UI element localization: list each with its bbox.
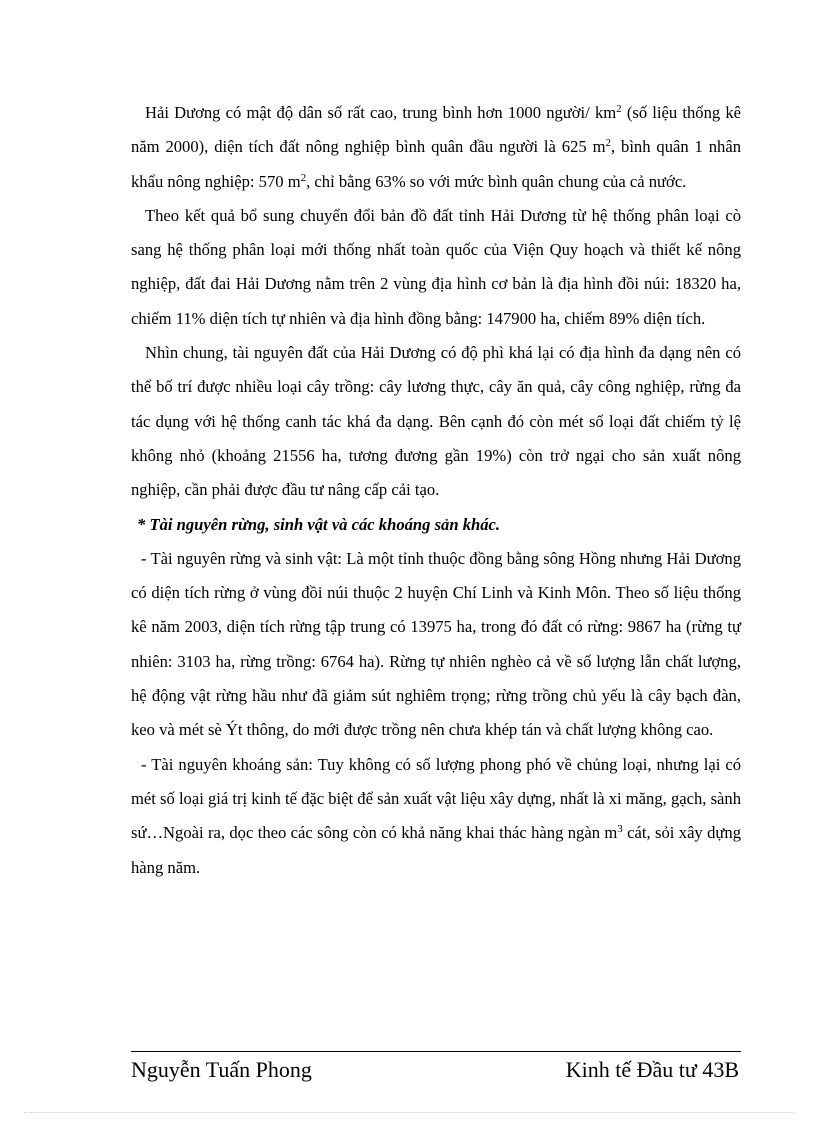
section-heading: * Tài nguyên rừng, sinh vật và các khoáng sản khác. [137,514,501,534]
footer-author: Nguyễn Tuấn Phong [131,1057,312,1082]
bullet-mineral-resources [131,748,741,885]
superscript: 2 [616,103,622,115]
superscript: 2 [300,171,307,184]
text-segment: , chỉ bằng 63% so với mức bình quân chung của cả nước. [306,171,687,191]
superscript: 2 [605,137,611,150]
page-edge-divider [24,1112,794,1113]
body-text [131,96,741,885]
footer-divider [131,1051,741,1052]
text-segment: (số liệu thống kê năm 2000), diện tích đất nông nghiệp bình quân đầu người là 625 m [131,103,741,157]
text-segment: , bình quân 1 nhân khẩu nông nghiệp: 570 m [131,137,741,191]
text-segment: - Tài nguyên khoáng sản: Tuy không có số lượng phong phó về chủng loại, nhưng lại có mét số loại giá trị kinh tế đặc biệt để sản xuất vật liệu xây dựng, nhất là xi măng, gạch, sành sứ…Ngoài ra, dọc theo các sông còn có khả năng khai thác hàng ngàn m [131,754,741,843]
paragraph-soil-resources: Nhìn chung, tài nguyên đất của Hải Dương có độ phì khá lại có địa hình đa dạng nên có thể bố trí được nhiều loại cây trồng: cây lương thực, cây ăn quả, cây công nghiệp, rừng đa tác dụng với hệ thống canh tác khá đa dạng. Bên cạnh đó còn mét số loại đất chiếm tỷ lệ không nhỏ (khoảng 21556 ha, tương đương gần 19%) còn trở ngại cho sản xuất nông nghiệp, cần phải được đầu tư nâng cấp cải tạo. [131,343,741,500]
paragraph-population-density [131,96,741,199]
bullet-forest-resources: - Tài nguyên rừng và sinh vật: Là một tỉnh thuộc đồng bằng sông Hồng nhưng Hải Dương có diện tích rừng ở vùng đồi núi thuộc 2 huyện Chí Linh và Kinh Môn. Theo số liệu thống kê năm 2003, diện tích rừng tập trung có 13975 ha, trong đó đất có rừng: 9867 ha (rừng tự nhiên: 3103 ha, rừng trồng: 6764 ha). Rừng tự nhiên nghèo cả về số lượng lẫn chất lượng, hệ động vật rừng hầu như đã giảm sút nghiêm trọng; rừng trồng chủ yếu là cây bạch đàn, keo và mét sè Ýt thông, do mới được trồng nên chưa khép tán và chất lượng không cao. [131,548,741,740]
text-segment: cát, sỏi xây dựng hàng năm. [131,823,741,877]
paragraph-soil-classification: Theo kết quả bổ sung chuyển đổi bản đồ đất tỉnh Hải Dương từ hệ thống phân loại cò sang hệ thống phân loại mới thống nhất toàn quốc của Viện Quy hoạch và thiết kế nông nghiệp, đất đai Hải Dương nằm trên 2 vùng địa hình cơ bản là địa hình đồi núi: 18320 ha, chiếm 11% diện tích tự nhiên và địa hình đồng bằng: 147900 ha, chiếm 89% diện tích. [131,205,741,328]
text-segment: Hải Dương có mật độ dân số rất cao, trung bình hơn 1000 người/ km [145,103,617,122]
superscript: 3 [617,823,623,836]
footer-class: Kinh tế Đầu tư 43B [565,1057,739,1082]
